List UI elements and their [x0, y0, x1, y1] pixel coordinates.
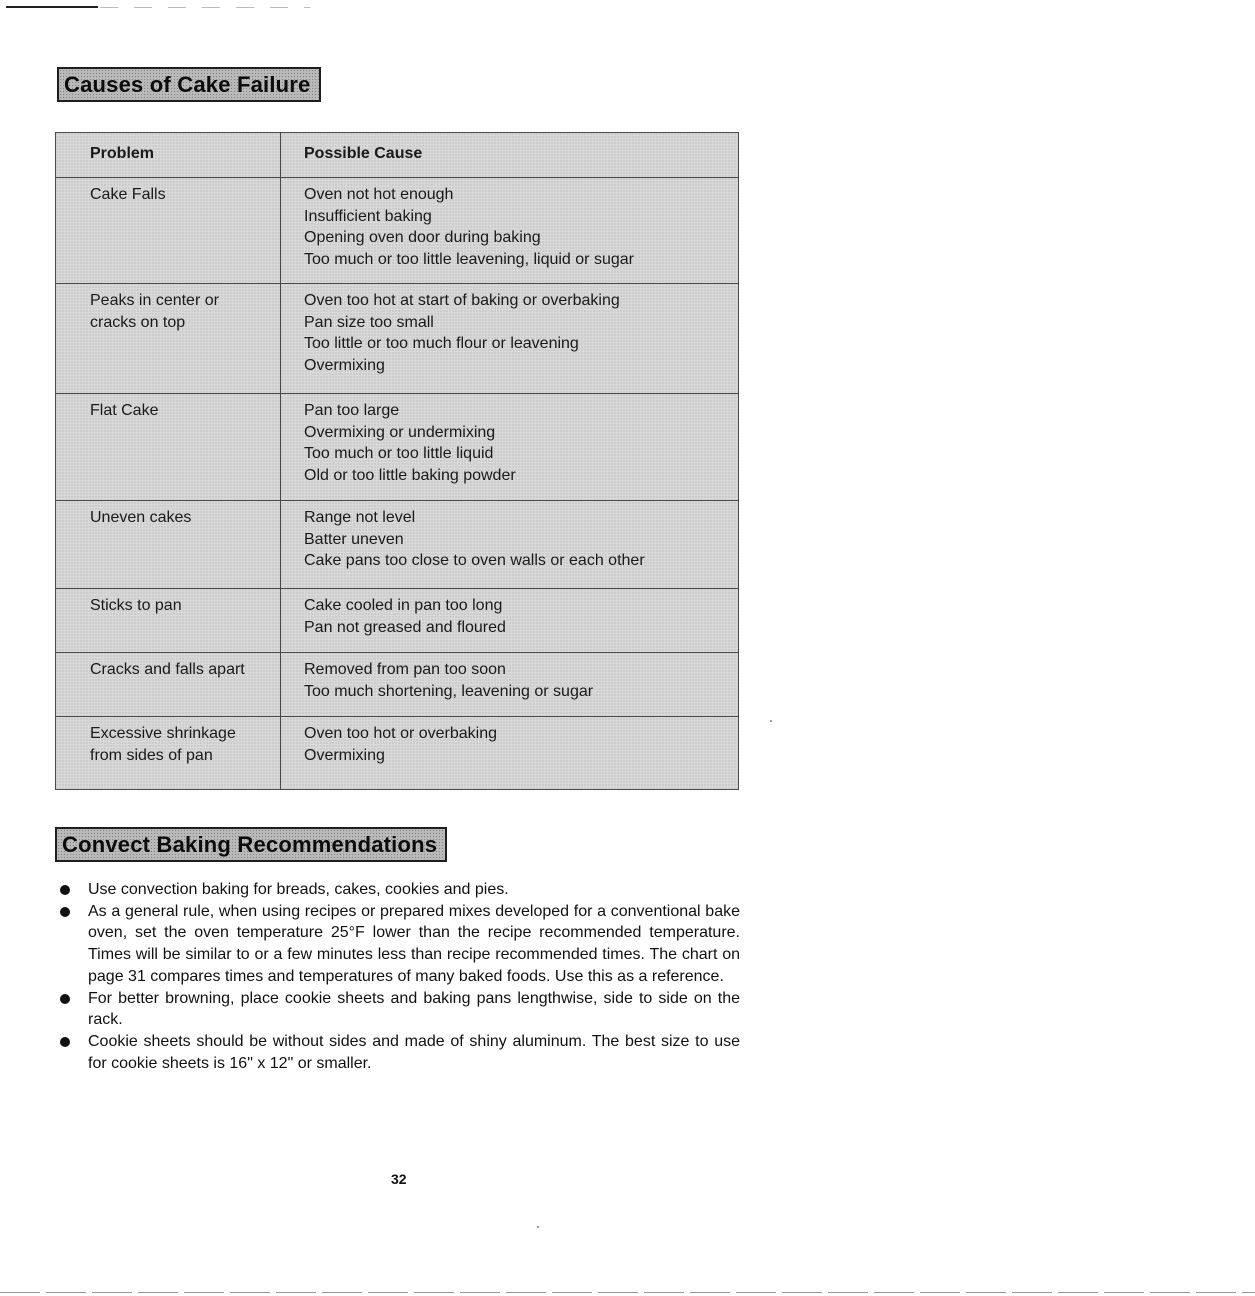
- problem-cell: [56, 653, 281, 717]
- problem-text: from sides of pan: [90, 746, 213, 764]
- cause-text: Range not level: [304, 509, 416, 526]
- bullet-icon: [60, 907, 70, 917]
- cause-text: Cake cooled in pan too long: [304, 597, 503, 614]
- list-item: [60, 901, 740, 988]
- problem-cell: [56, 717, 281, 790]
- bullet-icon: [60, 994, 70, 1004]
- table-row: [56, 589, 739, 653]
- cause-cell: [281, 717, 739, 790]
- list-item-text: As a general rule, when using recipes or prepared mixes developed for a conventional bake oven, set the oven temperature 25°F lower than the recipe recommended temperature. Times will be similar to or a few minutes less than recipe recommended times. The chart on page 31 compares times and temperatures of many baked foods. Use this as a reference.: [88, 902, 740, 985]
- convect-title: Convect Baking Recommendations: [55, 827, 447, 862]
- list-item: [60, 879, 740, 901]
- cause-cell: [281, 589, 739, 653]
- cause-text: Too little or too much flour or leavening: [304, 335, 579, 352]
- cause-text: Cake pans too close to oven walls or each other: [304, 552, 645, 569]
- cause-text: Overmixing or undermixing: [304, 423, 496, 441]
- problem-text: Cake Falls: [90, 186, 166, 203]
- scan-speck: [770, 720, 772, 722]
- problem-column-header: Problem: [56, 133, 281, 178]
- cause-text: Oven too hot or overbaking: [304, 725, 498, 742]
- cause-text: Overmixing: [304, 356, 385, 374]
- problem-text: cracks on top: [90, 313, 186, 331]
- problem-text: Peaks in center or: [90, 292, 219, 309]
- recommendations-list: [60, 879, 740, 1074]
- top-rule: [6, 6, 98, 8]
- bottom-rule: [0, 1292, 1255, 1293]
- cause-cell: [281, 653, 739, 717]
- problem-text: Sticks to pan: [90, 597, 182, 614]
- table-row: [56, 653, 739, 717]
- scan-speck: [537, 1226, 539, 1228]
- list-item-text: For better browning, place cookie sheets and baking pans lengthwise, side to side on the rack.: [88, 989, 740, 1029]
- list-item-text: Use convection baking for breads, cakes, cookies and pies.: [88, 881, 509, 898]
- cause-text: Insufficient baking: [304, 207, 432, 225]
- problem-cell: [56, 284, 281, 394]
- cause-text: Too much or too little liquid: [304, 445, 494, 462]
- cause-cell: [281, 284, 739, 394]
- problem-text: Cracks and falls apart: [90, 661, 245, 678]
- list-item: [60, 1031, 740, 1074]
- table-header-row: [56, 133, 739, 178]
- cause-text: Oven not hot enough: [304, 186, 454, 203]
- cause-cell: [281, 178, 739, 284]
- table-row: [56, 394, 739, 501]
- cause-text: Pan too large: [304, 402, 400, 419]
- cause-cell: [281, 394, 739, 501]
- table-row: [56, 501, 739, 589]
- table-row: [56, 178, 739, 284]
- cause-text: Removed from pan too soon: [304, 661, 506, 678]
- problem-text: Uneven cakes: [90, 509, 192, 526]
- cause-cell: [281, 501, 739, 589]
- causes-title: Causes of Cake Failure: [57, 67, 321, 102]
- top-rule-faint: [100, 7, 310, 8]
- cause-text: Old or too little baking powder: [304, 466, 516, 484]
- bullet-icon: [60, 1037, 70, 1047]
- cause-text: Pan size too small: [304, 313, 434, 331]
- list-item-text: Cookie sheets should be without sides and made of shiny aluminum. The best size to use for cookie sheets is 16" x 12" or smaller.: [88, 1032, 740, 1072]
- cause-text: Overmixing: [304, 746, 385, 764]
- page-number: 32: [391, 1171, 407, 1187]
- cause-text: Too much or too little leavening, liquid or sugar: [304, 250, 634, 268]
- problem-cell: [56, 501, 281, 589]
- cause-text: Oven too hot at start of baking or overbaking: [304, 292, 620, 309]
- problem-cell: [56, 394, 281, 501]
- list-item: [60, 988, 740, 1031]
- causes-table: [55, 132, 739, 790]
- problem-text: Flat Cake: [90, 402, 159, 419]
- bullet-icon: [60, 885, 70, 895]
- cause-text: Too much shortening, leavening or sugar: [304, 682, 594, 700]
- problem-cell: [56, 589, 281, 653]
- cause-text: Opening oven door during baking: [304, 229, 541, 246]
- problem-text: Excessive shrinkage: [90, 725, 236, 742]
- cause-text: Batter uneven: [304, 530, 404, 548]
- cause-text: Pan not greased and floured: [304, 618, 506, 636]
- cause-column-header: Possible Cause: [281, 133, 739, 178]
- table-row: [56, 284, 739, 394]
- table-row: [56, 717, 739, 790]
- problem-cell: [56, 178, 281, 284]
